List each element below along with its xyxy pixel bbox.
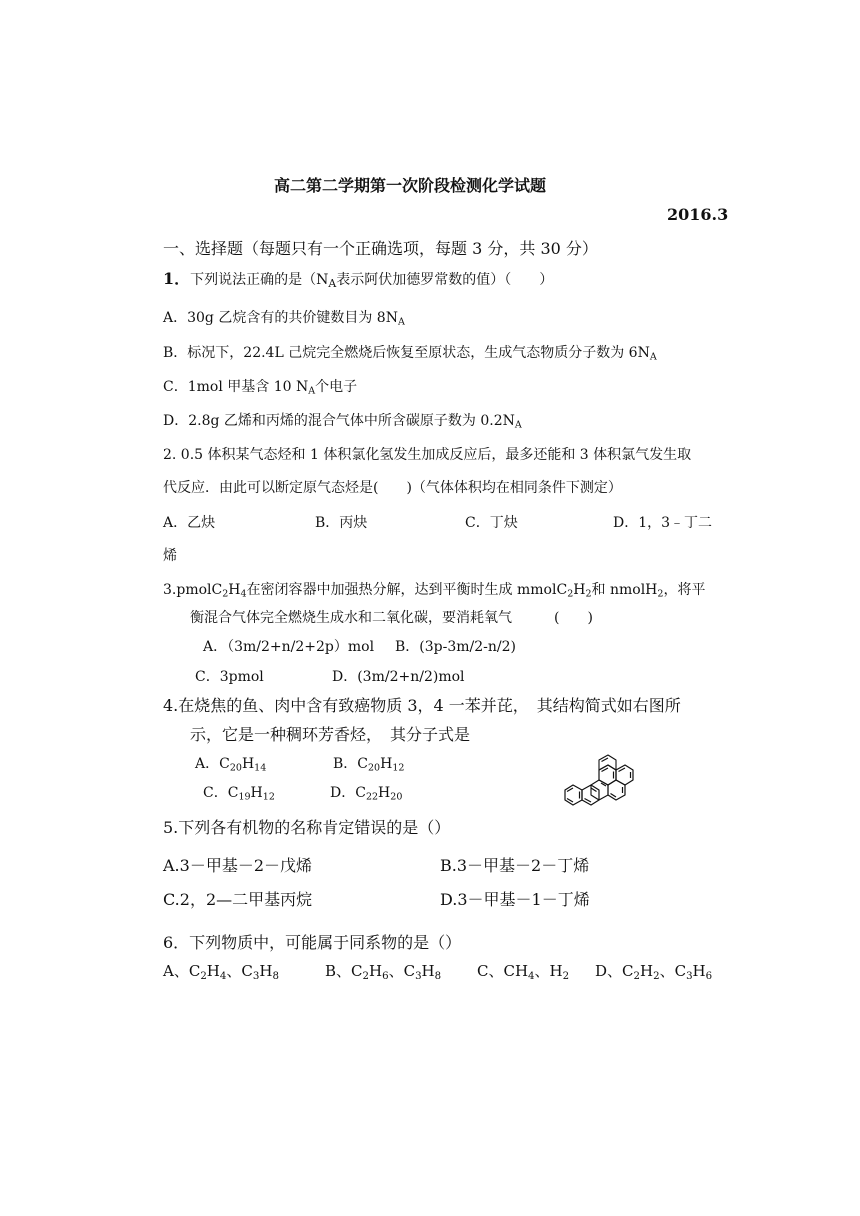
question-3-stem-line-1: $3.pmolC_2H_4$在密闭容器中加强热分解，达到平衡时生成 $mmolC_2H_2$和 nmolH$_2$，将平 <box>163 582 706 600</box>
question-2-option-c: C．丁炔 <box>465 515 518 531</box>
question-3-stem-line-2: 衡混合气体完全燃烧生成水和二氧化碳，要消耗氧气 ( ) <box>190 610 593 626</box>
question-6-option-d: D、$C_2H_2$、$C_3H_6$ <box>595 962 713 982</box>
question-3-option-c: C．3pmol <box>195 669 264 685</box>
question-5-option-d: D.3－甲基－1－丁烯 <box>440 890 590 909</box>
question-6-option-c: C、$CH_4$、$H_2$ <box>477 962 570 982</box>
question-4-stem-line-2: 示，它是一种稠环芳香烃， 其分子式是 <box>190 725 471 744</box>
exam-date: 2016.3 <box>667 205 729 224</box>
question-2-option-a: A．乙炔 <box>163 515 216 531</box>
question-3-option-b: B．(3p-3m/2-n/2) <box>395 639 516 655</box>
question-5-option-c: C.2，2—二甲基丙烷 <box>163 890 313 909</box>
question-2-option-b: B．丙炔 <box>315 515 368 531</box>
question-3-option-d: D．(3m/2+n/2)mol <box>332 669 465 685</box>
question-5-stem: 5.下列各有机物的名称肯定错误的是（） <box>163 818 451 837</box>
question-2-stem-line-2: 代反应．由此可以断定原气态烃是( )（气体体积均在相同条件下测定） <box>163 480 622 496</box>
question-1-stem: 1．下列说法正确的是（$N_A$表示阿伏加德罗常数的值）（ ） <box>163 269 554 291</box>
question-4-option-c: C．$C_{19}H_{12}$ <box>203 785 275 803</box>
question-6-option-b: B、$C_2H_6$、$C_3H_8$ <box>325 962 442 982</box>
question-1-number: 1． <box>163 269 191 288</box>
question-2-stem-line-1: 2. 0.5 体积某气态烃和 1 体积氯化氢发生加成反应后，最多还能和 3 体积氯气发生取 <box>163 447 692 463</box>
question-4-option-d: D．$C_{22}H_{20}$ <box>330 785 403 803</box>
page-title: 高二第二学期第一次阶段检测化学试题 <box>274 176 547 195</box>
question-1-option-b: B．标况下，22.4L 己烷完全燃烧后恢复至原状态，生成气态物质分子数为 $6N_A$ <box>163 345 657 363</box>
question-2-option-d: D．1，3﹣丁二 <box>613 515 713 531</box>
question-5-option-a: A.3－甲基－2－戊烯 <box>163 856 313 875</box>
question-6-option-a: A、$C_2H_4$、$C_3H_8$ <box>163 962 279 982</box>
question-3-option-a: A．（3m/2+n/2+2p）mol <box>203 639 375 655</box>
question-4-stem-line-1: 4.在烧焦的鱼、肉中含有致癌物质 3，4 一苯并芘， 其结构简式如右图所 <box>163 696 681 715</box>
question-4-option-b: B．$C_{20}H_{12}$ <box>333 756 405 774</box>
question-2-option-d-wrap: 烯 <box>163 548 177 564</box>
question-6-stem: 6．下列物质中，可能属于同系物的是（） <box>163 933 462 952</box>
question-4-option-a: A．$C_{20}H_{14}$ <box>195 756 267 774</box>
question-1-option-d: D．2.8g 乙烯和丙烯的混合气体中所含碳原子数为 $0.2N_A$ <box>163 413 522 431</box>
question-1-option-a: A．30g 乙烷含有的共价键数目为 $8N_A$ <box>163 310 405 328</box>
section-heading: 一、选择题（每题只有一个正确选项，每题 3 分，共 30 分） <box>163 239 598 258</box>
question-1-option-c: C．1mol 甲基含 10 $N_A$个电子 <box>163 379 358 397</box>
question-5-option-b: B.3－甲基－2－丁烯 <box>440 856 590 875</box>
benzopyrene-structure-diagram <box>555 745 665 825</box>
